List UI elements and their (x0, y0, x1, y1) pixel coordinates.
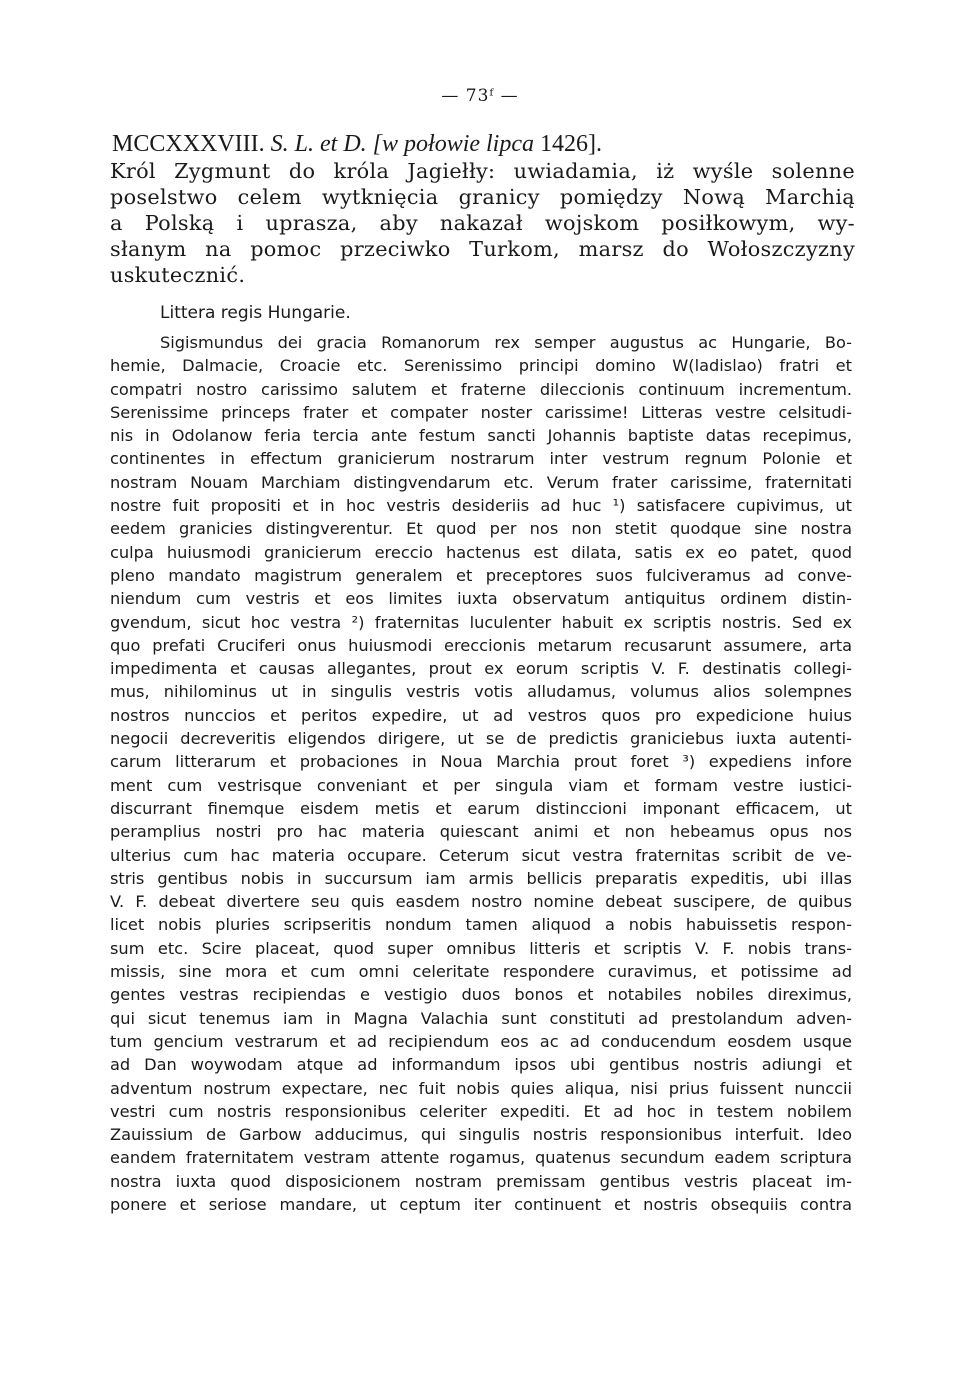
body-line: nostre fuit propositi et in hoc vestris desideriis ad huc ¹) satisfacere cupivimus, ut (110, 496, 852, 516)
body-line: stris gentibus nobis in succursum iam armis bellicis preparatis expeditis, ubi illas (110, 868, 852, 888)
summary-line: słanym na pomoc przeciwko Turkom, marsz do Wołoszczyzny (110, 237, 855, 261)
body-line: compatri nostro carissimo salutem et fraterne dileccionis continuum incrementum. (110, 379, 852, 399)
body-line: qui sicut tenemus iam in Magna Valachia sunt constituti ad prestolandum adven- (110, 1008, 852, 1028)
document-year: 1426]. (540, 131, 603, 157)
body-line: negocii decreveritis eligendos dirigere, ut se de predictis graniciebus iuxta autenti- (110, 729, 852, 749)
body-line: ment cum vestrisque conveniant et per singula viam et formam vestre iustici- (110, 775, 852, 795)
body-line: ponere et seriose mandare, ut ceptum iter continuent et nostris obsequiis contra (110, 1194, 852, 1214)
document-place: S. L. et D. (270, 131, 367, 157)
body-line: V. F. debeat divertere seu quis easdem nostro nomine debeat suscipere, de quibus (110, 892, 852, 912)
body-line: Serenissime princeps frater et compater noster carissime! Litteras vestre celsitudi- (110, 402, 852, 422)
body-line: continentes in effectum granicierum nostrarum inter vestrum regnum Polonie et (110, 449, 852, 469)
body-line: Zauissium de Garbow adducimus, qui singulis nostris responsionibus interfuit. Ideo (110, 1125, 852, 1145)
document-summary (110, 158, 855, 288)
body-line: culpa huiusmodi granicierum ereccio hactenus est dilata, satis ex eo patet, quod (110, 542, 852, 562)
letter-heading: Littera regis Hungarie. (160, 303, 351, 323)
document-date: [w połowie lipca (372, 131, 535, 157)
summary-line: poselstwo celem wytknięcia granicy pomiędzy Nową Marchią (110, 185, 855, 209)
body-line: Sigismundus dei gracia Romanorum rex semper augustus ac Hungarie, Bo- (160, 333, 852, 352)
body-line: hemie, Dalmacie, Croacie etc. Serenissimo principi domino W(ladislao) fratri et (110, 356, 852, 376)
body-line: carum litterarum et probaciones in Noua Marchia prout foret ³) expediens infore (110, 752, 852, 772)
body-line: missis, sine mora et cum omni celeritate respondere curavimus, et potissime ad (110, 962, 852, 982)
body-line: ulterius cum hac materia occupare. Ceterum sicut vestra fraternitas scribit de ve- (110, 845, 852, 865)
body-line: tum gencium vestrarum et ad recipiendum eos ac ad conducendum eosdem usque (110, 1031, 852, 1051)
body-line: vestri cum nostris responsionibus celeriter expediti. Et ad hoc in testem nobilem (110, 1101, 852, 1121)
body-line: quo prefati Cruciferi onus huiusmodi ereccionis metarum recusarunt assumere, arta (110, 635, 852, 655)
summary-line: uskutecznić. (110, 263, 246, 287)
body-line: niendum cum vestris et eos limites iuxta observatum antiquitus ordinem distin- (110, 589, 852, 609)
body-line: discurrant finemque eisdem metis et earum distinccioni imponant efficacem, ut (110, 798, 852, 818)
document-header (112, 131, 602, 158)
body-line: pleno mandato magistrum generalem et preceptores suos fulciveramus ad conve- (110, 565, 852, 585)
body-line: nostra iuxta quod disposicionem nostram premissam gentibus vestris placeat im- (110, 1171, 852, 1191)
letter-body (110, 331, 852, 1216)
body-line: impedimenta et causas allegantes, prout ex eorum scriptis V. F. destinatis collegi- (110, 659, 852, 679)
body-line: nis in Odolanow feria tercia ante festum sancti Johannis baptiste datas recepimus, (110, 426, 852, 446)
body-line: nostram Nouam Marchiam distingvendarum etc. Verum frater carissime, fraternitati (110, 472, 852, 492)
document-number: MCCXXXVIII. (112, 131, 265, 157)
page-number: — 73ᶠ — (441, 86, 519, 106)
body-line: gvendum, sicut hoc vestra ²) fraternitas luculenter habuit ex scriptis nostris. Sed ex (110, 612, 852, 632)
summary-line: a Polską i uprasza, aby nakazał wojskom posiłkowym, wy- (110, 211, 855, 235)
body-line: mus, nihilominus ut in singulis vestris votis alludamus, volumus alios solempnes (110, 682, 852, 702)
body-line: adventum nostrum expectare, nec fuit nobis quies aliqua, nisi prius fuissent nunccii (110, 1078, 852, 1098)
summary-line: Król Zygmunt do króla Jagiełły: uwiadamia, iż wyśle solenne (110, 159, 855, 183)
body-line: peramplius nostri pro hac materia quiescant animi et non hebeamus opus nos (110, 822, 852, 842)
body-line: ad Dan woywodam atque ad informandum ipsos ubi gentibus nostris adiungi et (110, 1055, 852, 1075)
body-line: sum etc. Scire placeat, quod super omnibus litteris et scriptis V. F. nobis trans- (110, 938, 852, 958)
body-line: eedem granicies distingverentur. Et quod per nos non stetit quodque sine nostra (110, 519, 852, 539)
body-line: nostros nunccios et peritos expedire, ut ad vestros quos pro expedicione huius (110, 705, 852, 725)
body-line: licet nobis pluries scripseritis nondum tamen aliquod a nobis habuissetis respon- (110, 915, 852, 935)
body-line: gentes vestras recipiendas e vestigio duos bonos et notabiles nobiles direximus, (110, 985, 852, 1005)
body-line: eandem fraternitatem vestram attente rogamus, quatenus secundum eadem scriptura (110, 1148, 852, 1168)
